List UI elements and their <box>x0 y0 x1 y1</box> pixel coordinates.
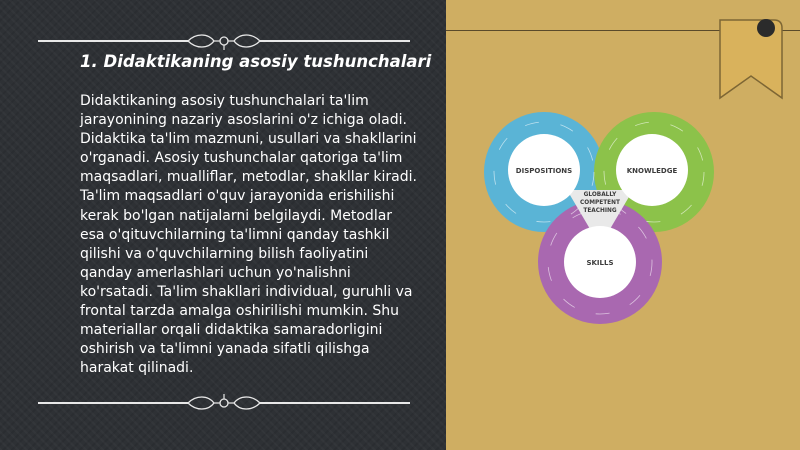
knowledge-label: KNOWLEDGE <box>626 167 678 175</box>
center-label-line-1: GLOBALLY <box>583 192 617 198</box>
ornament-divider-icon <box>38 394 410 412</box>
dispositions-label: DISPOSITIONS <box>515 167 573 175</box>
ornament-divider-icon <box>38 32 410 50</box>
competency-venn-diagram <box>476 100 724 336</box>
skills-label: SKILLS <box>586 259 614 267</box>
center-label-line-2: COMPETENT <box>580 200 620 206</box>
bookmark-icon <box>718 18 784 100</box>
slide-body-text: Didaktikaning asosiy tushunchalari ta'lim jarayonining nazariy asoslarini o'z ichiga oladi. Didaktika ta'lim mazmuni, usullari va shakllarini o'rganadi. Asosiy tushunchalar qatoriga ta'lim maqsadlari, mualliflar, metodlar, shakllar kiradi. Ta'lim maqsadlari o'quv jarayonida erishilishi kerak bo'lgan natijalarni belgilaydi. Metodlar esa o'qituvchilarning ta'limni qanday tashkil qilishi va o'quvchilarning bilish faoliyatini qanday amerlashlari uchun yo'nalishni ko'rsatadi. Ta'lim shakllari individual, guruhli va frontal tarzda amalga oshirilishi mumkin. Shu materiallar orqali didaktika samaradorligini oshirish va ta'limni yanada sifatli qilishga harakat qilinadi. <box>80 93 417 377</box>
slide-title: 1. Didaktikaning asosiy tushunchalari <box>80 52 432 71</box>
center-label-line-3: TEACHING <box>583 208 617 214</box>
